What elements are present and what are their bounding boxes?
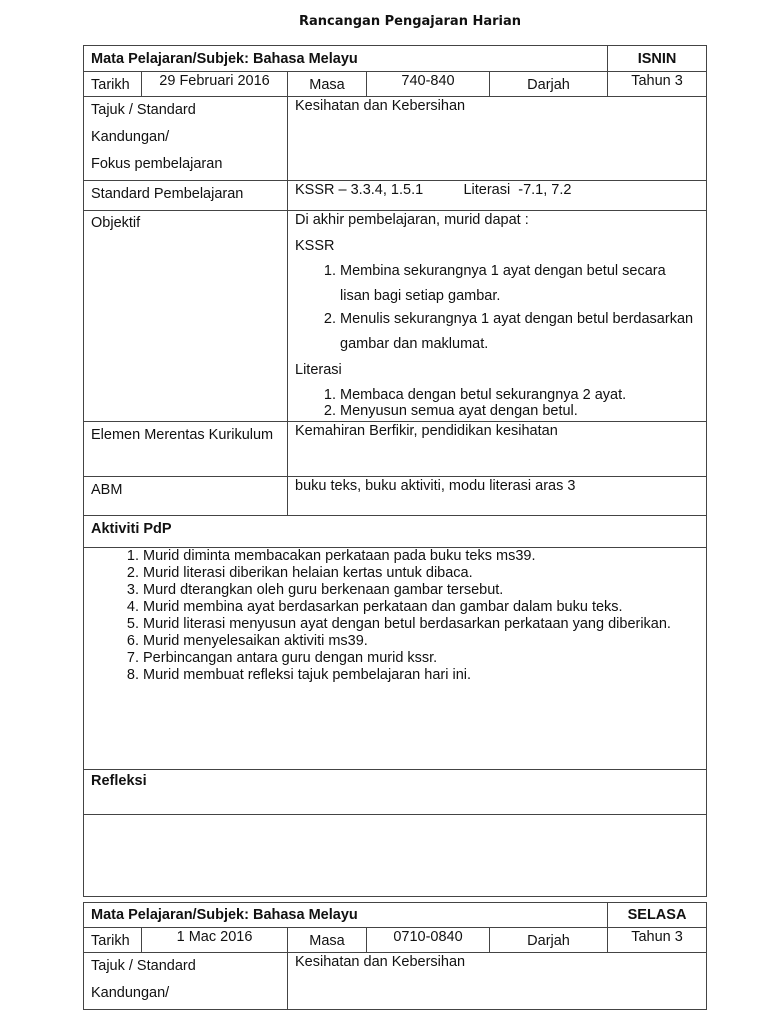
objektif-intro: Di akhir pembelajaran, murid dapat : (295, 212, 529, 228)
tajuk-label-line-2: Kandungan/ (91, 129, 170, 145)
kssr-label: KSSR (295, 238, 335, 254)
aktiviti-list (91, 548, 699, 684)
tajuk-value: Kesihatan dan Kebersihan (288, 953, 707, 1010)
darjah-label: Darjah (490, 928, 608, 953)
aktiviti-item: 8. Murid membuat refleksi tajuk pembelajaran hari ini. (143, 667, 699, 684)
lesson-plan-table-isnin (83, 45, 707, 897)
aktiviti-row (84, 548, 707, 770)
standard-row (84, 181, 707, 211)
subject-cell: Mata Pelajaran/Subjek: Bahasa Melayu (84, 903, 608, 928)
literasi-list (295, 387, 699, 419)
refleksi-row (84, 815, 707, 897)
masa-label: Masa (288, 928, 367, 953)
abm-label: ABM (84, 477, 288, 516)
darjah-value: Tahun 3 (608, 928, 707, 953)
aktiviti-item: 2. Murid literasi diberikan helaian kertas untuk dibaca. (143, 565, 699, 582)
day-cell: SELASA (608, 903, 707, 928)
date-time-row (84, 928, 707, 953)
aktiviti-content (84, 548, 707, 770)
page-title: Rancangan Pengajaran Harian (298, 14, 522, 29)
tajuk-label-line-3: Fokus pembelajaran (91, 156, 223, 172)
refleksi-content (84, 815, 707, 897)
aktiviti-item: 3. Murd dterangkan oleh guru berkenaan gambar tersebut. (143, 582, 699, 599)
refleksi-header-row (84, 770, 707, 815)
aktiviti-item: 5. Murid literasi menyusun ayat dengan betul berdasarkan perkataan yang diberikan. (143, 616, 699, 633)
aktiviti-header-row (84, 516, 707, 548)
tarikh-value: 1 Mac 2016 (142, 928, 288, 953)
subject-row (84, 903, 707, 928)
tarikh-value: 29 Februari 2016 (142, 72, 288, 97)
objektif-row (84, 211, 707, 422)
aktiviti-item: 6. Murid menyelesaikan aktiviti ms39. (143, 633, 699, 650)
literasi-item: 1. Membaca dengan betul sekurangnya 2 ayat. (340, 387, 699, 403)
abm-row (84, 477, 707, 516)
literasi-item: 2. Menyusun semua ayat dengan betul. (340, 403, 699, 419)
abm-value: buku teks, buku aktiviti, modu literasi aras 3 (288, 477, 707, 516)
tajuk-label-line-2: Kandungan/ (91, 985, 170, 1001)
tajuk-label-line-1: Tajuk / Standard (91, 102, 196, 118)
tajuk-label (84, 953, 288, 1010)
emk-value: Kemahiran Berfikir, pendidikan kesihatan (288, 422, 707, 477)
kssr-item: 2. Menulis sekurangnya 1 ayat dengan betul berdasarkan gambar dan maklumat. (340, 307, 699, 357)
objektif-label: Objektif (84, 211, 288, 422)
masa-label: Masa (288, 72, 367, 97)
date-time-row (84, 72, 707, 97)
darjah-value: Tahun 3 (608, 72, 707, 97)
aktiviti-item: 4. Murid membina ayat berdasarkan perkataan dan gambar dalam buku teks. (143, 599, 699, 616)
tajuk-label-line-1: Tajuk / Standard (91, 958, 196, 974)
aktiviti-item: 7. Perbincangan antara guru dengan murid kssr. (143, 650, 699, 667)
aktiviti-item: 1. Murid diminta membacakan perkataan pada buku teks ms39. (143, 548, 699, 565)
literasi-label: Literasi (295, 362, 342, 378)
day-cell: ISNIN (608, 46, 707, 72)
masa-value: 740-840 (367, 72, 490, 97)
emk-row (84, 422, 707, 477)
subject-cell: Mata Pelajaran/Subjek: Bahasa Melayu (84, 46, 608, 72)
standard-value: KSSR – 3.3.4, 1.5.1 Literasi -7.1, 7.2 (288, 181, 707, 211)
subject-row (84, 46, 707, 72)
refleksi-label: Refleksi (84, 770, 707, 815)
objektif-content (288, 211, 707, 422)
masa-value: 0710-0840 (367, 928, 490, 953)
kssr-item: 1. Membina sekurangnya 1 ayat dengan betul secara lisan bagi setiap gambar. (340, 259, 699, 309)
tajuk-label (84, 97, 288, 181)
kssr-list (295, 259, 699, 357)
tarikh-label: Tarikh (84, 928, 142, 953)
lesson-plan-table-selasa (83, 902, 707, 1010)
aktiviti-label: Aktiviti PdP (84, 516, 707, 548)
tajuk-row (84, 953, 707, 1010)
darjah-label: Darjah (490, 72, 608, 97)
standard-label: Standard Pembelajaran (84, 181, 288, 211)
tajuk-value: Kesihatan dan Kebersihan (288, 97, 707, 181)
tarikh-label: Tarikh (84, 72, 142, 97)
tajuk-row (84, 97, 707, 181)
emk-label: Elemen Merentas Kurikulum (84, 422, 288, 477)
